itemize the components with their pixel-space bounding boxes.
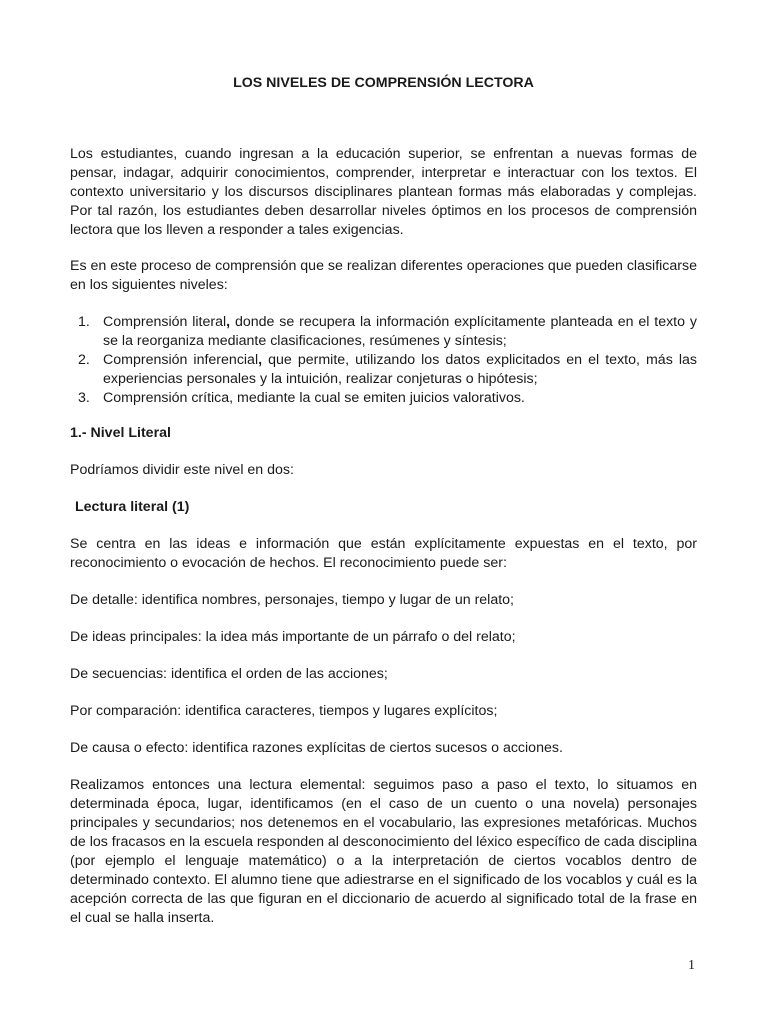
level-text: que permite, utilizando los datos explicitados en el texto, más las experiencias personales y la intuición, realizar conjeturas o hipótesis; xyxy=(103,352,697,387)
level-name: Comprensión crítica, mediante la cual se emiten juicios valorativos. xyxy=(103,390,525,406)
intro-paragraph: Los estudiantes, cuando ingresan a la educación superior, se enfrentan a nuevas formas de pensar, indagar, adquirir conocimientos, comprender, interpretar e interactuar con los textos. El contexto universitario y los discursos disciplinares plantean formas más elaboradas y complejas. Por tal razón, los estudiantes deben desarrollar niveles óptimos en los procesos de comprensión lectora que los lleven a responder a tales exigencias. xyxy=(70,146,697,238)
level-text: donde se recupera la información explícitamente planteada en el texto y se la reorganiza mediante clasificaciones, resúmenes y síntesis; xyxy=(103,314,697,349)
page-number: 1 xyxy=(688,958,695,973)
literal-paragraph: Se centra en las ideas e información que están explícitamente expuestas en el texto, por reconocimiento o evocación de hechos. El reconocimiento puede ser: xyxy=(70,536,697,571)
recognition-item: De secuencias: identifica el orden de las acciones; xyxy=(70,666,388,682)
section-heading: 1.- Nivel Literal xyxy=(70,425,171,441)
list-item: 2. Comprensión inferencial, que permite, utilizando los datos explicitados en el texto, más las experiencias personales y la intuición, realizar conjeturas o hipótesis; xyxy=(78,352,697,387)
levels-list xyxy=(70,313,697,408)
level-name: Comprensión literal xyxy=(103,314,227,330)
recognition-item: De detalle: identifica nombres, personajes, tiempo y lugar de un relato; xyxy=(70,592,515,608)
list-item: 3. Comprensión crítica, mediante la cual se emiten juicios valorativos. xyxy=(78,390,525,406)
list-item: 1. Comprensión literal, donde se recupera la información explícitamente planteada en el texto y se la reorganiza mediante clasificaciones, resúmenes y síntesis; xyxy=(78,314,697,349)
level-name: Comprensión inferencial xyxy=(103,352,259,368)
recognition-item: De causa o efecto: identifica razones explícitas de ciertos sucesos o acciones. xyxy=(70,740,563,756)
section-intro: Podríamos dividir este nivel en dos: xyxy=(70,462,294,478)
page-title: LOS NIVELES DE COMPRENSIÓN LECTORA xyxy=(233,75,534,91)
recognition-item: De ideas principales: la idea más importante de un párrafo o del relato; xyxy=(70,629,516,645)
levels-intro: Es en este proceso de comprensión que se realizan diferentes operaciones que pueden clasificarse en los siguientes niveles: xyxy=(70,258,698,293)
recognition-item: Por comparación: identifica caracteres, tiempos y lugares explícitos; xyxy=(70,703,498,719)
closing-paragraph: Realizamos entonces una lectura elemental: seguimos paso a paso el texto, lo situamos en determinada época, lugar, identificamos (en el caso de un cuento o una novela) personajes principales y secundarios; nos detenemos en el vocabulario, las expresiones metafóricas. Muchos de los fracasos en la escuela responden al desconocimiento del léxico específico de cada disciplina (por ejemplo el lenguaje matemático) o a la interpretación de ciertos vocablos dentro de determinado contexto. El alumno tiene que adiestrarse en el significado de los vocablos y cuál es la acepción correcta de las que figuran en el diccionario de acuerdo al significado total de la frase en el cual se halla inserta. xyxy=(70,777,697,926)
subheading: Lectura literal (1) xyxy=(75,499,190,515)
